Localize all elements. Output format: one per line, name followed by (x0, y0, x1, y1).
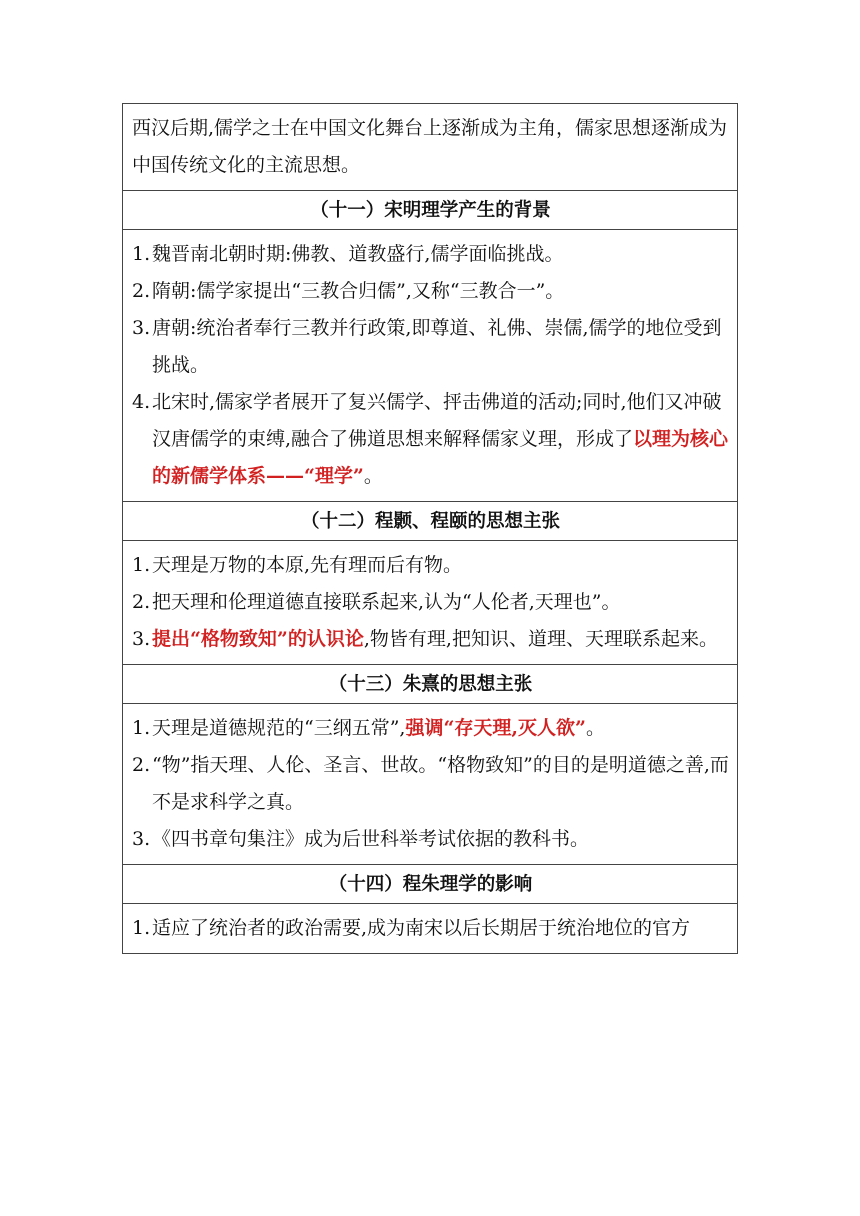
highlight-text: 强调“存天理,灭人欲” (405, 717, 586, 739)
list-item: 2.隋朝:儒学家提出“三教合归儒”,又称“三教合一”。 (132, 280, 565, 302)
section-11-body (123, 230, 737, 502)
list-item: 1.天理是道德规范的“三纲五常”,强调“存天理,灭人欲”。 (132, 717, 605, 739)
list-item: 3.唐朝:统治者奉行三教并行政策,即尊道、礼佛、崇儒,儒学的地位受到挑战。 (132, 317, 722, 376)
list-item: 2.把天理和伦理道德直接联系起来,认为“人伦者,天理也”。 (132, 591, 621, 613)
list-item: 3.《四书章句集注》成为后世科举考试依据的教科书。 (132, 828, 590, 850)
list-item: 1.适应了统治者的政治需要,成为南宋以后长期居于统治地位的官方 (132, 917, 691, 939)
highlight-text: 提出“格物致知”的认识论 (152, 628, 364, 650)
list-item: 1.天理是万物的本原,先有理而后有物。 (132, 554, 463, 576)
section-12-body (123, 541, 737, 665)
highlight-text: 以理为核心的新儒学体系——“理学” (152, 428, 729, 487)
section-11-title: （十一）宋明理学产生的背景 (123, 191, 737, 230)
list-item: 3.提出“格物致知”的认识论,物皆有理,把知识、道理、天理联系起来。 (132, 628, 718, 650)
list-item: 1.魏晋南北朝时期:佛教、道教盛行,儒学面临挑战。 (132, 243, 564, 265)
list-item: 4.北宋时,儒家学者展开了复兴儒学、抨击佛道的活动;同时,他们又冲破汉唐儒学的束缚,融合了佛道思想来解释儒家义理，形成了以理为核心的新儒学体系——“理学”。 (132, 391, 729, 487)
content-table (122, 103, 738, 954)
section-12-title: （十二）程颢、程颐的思想主张 (123, 502, 737, 541)
intro-paragraph: 西汉后期,儒学之士在中国文化舞台上逐渐成为主角，儒家思想逐渐成为中国传统文化的主流思想。 (123, 104, 737, 191)
section-14-body (123, 904, 737, 953)
section-14-title: （十四）程朱理学的影响 (123, 865, 737, 904)
section-13-title: （十三）朱熹的思想主张 (123, 665, 737, 704)
section-13-body (123, 704, 737, 865)
list-item: 2.“物”指天理、人伦、圣言、世故。“格物致知”的目的是明道德之善,而不是求科学之真。 (132, 754, 729, 813)
